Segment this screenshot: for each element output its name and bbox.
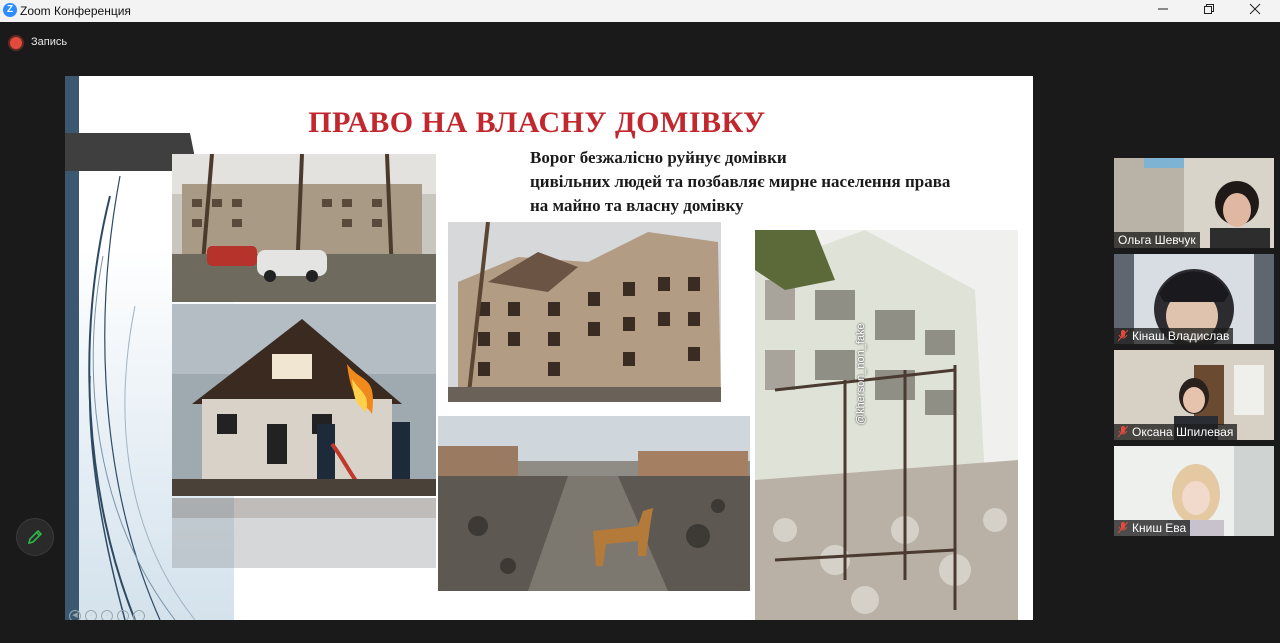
zoom-slide-icon[interactable]: ·: [101, 610, 113, 620]
mic-muted-icon: [1118, 330, 1128, 342]
slide-controls: [69, 604, 149, 619]
photo-burning-house: [172, 304, 436, 496]
minimize-icon: [1157, 3, 1169, 15]
restore-icon: [1203, 3, 1215, 15]
participant-name: Кінаш Владислав: [1132, 329, 1230, 343]
participant-tile[interactable]: [1114, 350, 1274, 440]
participant-tile[interactable]: [1114, 446, 1274, 536]
photo-dog-on-street: [438, 416, 750, 591]
participant-name-row: [1114, 520, 1190, 536]
prev-slide-icon[interactable]: ◀: [69, 610, 81, 620]
photo-ruined-building: [448, 222, 721, 402]
participant-tile[interactable]: [1114, 254, 1274, 344]
participant-name-row: [1114, 424, 1237, 440]
zoom-logo-icon: Z: [3, 3, 17, 17]
participant-name-row: [1114, 328, 1233, 344]
participant-name: Ольга Шевчук: [1114, 232, 1200, 248]
photo-damaged-building-rubble: [755, 230, 1018, 620]
close-button[interactable]: [1232, 0, 1278, 22]
slide-subtitle: [530, 146, 1020, 218]
photo-burning-house-reflection: [172, 498, 436, 568]
maximize-button[interactable]: [1186, 0, 1232, 22]
slide-subtitle-line: на майно та власну домівку: [530, 196, 744, 215]
slide-subtitle-line: цивільних людей та позбавляє мирне населення права: [530, 172, 951, 191]
close-icon: [1249, 3, 1261, 15]
recording-label: Запись: [31, 36, 68, 48]
slide-subtitle-line: Ворог безжалісно руйнує домівки: [530, 148, 787, 167]
window-title: Zoom Конференция: [20, 4, 131, 18]
participant-name: Оксана Шпилевая: [1132, 425, 1234, 439]
participant-tile[interactable]: [1114, 158, 1274, 248]
pencil-icon: [26, 528, 44, 546]
mic-muted-icon: [1118, 522, 1128, 534]
participant-name: Книш Ева: [1132, 521, 1187, 535]
watermark-text: @kherson_non_fake: [855, 323, 867, 425]
window-titlebar: [0, 0, 1280, 22]
photo-destroyed-apartments: [172, 154, 436, 302]
record-icon: [10, 37, 22, 49]
pen-tool-icon[interactable]: ·: [85, 610, 97, 620]
minimize-button[interactable]: [1140, 0, 1186, 22]
shared-slide: [65, 76, 1033, 620]
more-icon[interactable]: ·: [133, 610, 145, 620]
slide-title: ПРАВО НА ВЛАСНУ ДОМІВКУ: [308, 106, 766, 139]
view-icon[interactable]: ·: [117, 610, 129, 620]
annotate-button[interactable]: [16, 518, 54, 556]
mic-muted-icon: [1118, 426, 1128, 438]
